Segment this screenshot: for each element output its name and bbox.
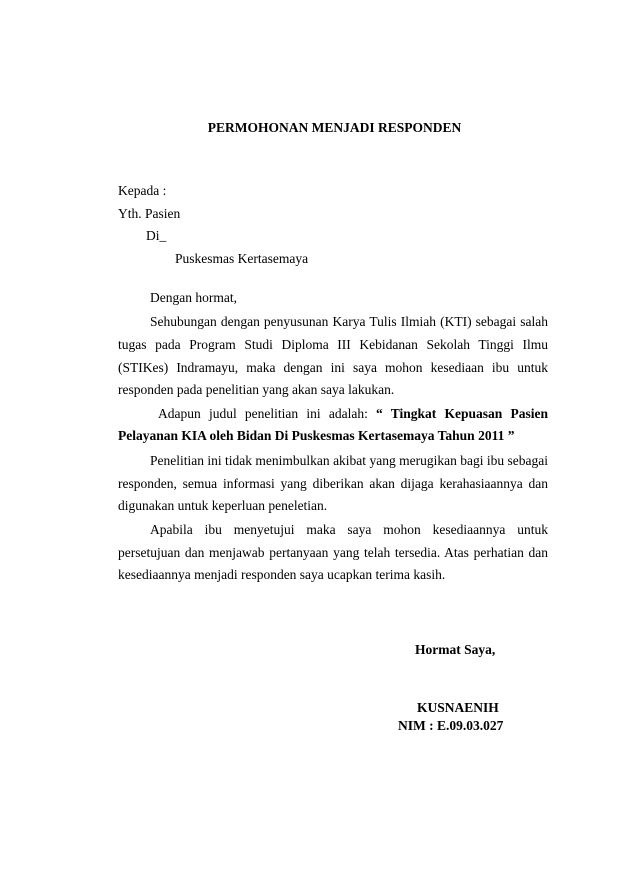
- research-title-start: “ Tingkat Kepuasan Pasien: [376, 406, 548, 421]
- signature-closing: Hormat Saya,: [415, 642, 496, 657]
- address-yth: Yth. Pasien: [118, 206, 181, 221]
- address-kepada: Kepada :: [118, 183, 167, 198]
- address-di: Di_: [146, 228, 167, 243]
- address-place: Puskesmas Kertasemaya: [175, 251, 309, 266]
- paragraph-3-line-3: digunakan untuk keperluan peneletian.: [118, 498, 328, 513]
- page-title: PERMOHONAN MENJADI RESPONDEN: [207, 120, 462, 135]
- paragraph-4-line-1: Apabila ibu menyetujui maka saya mohon kesediaannya untuk: [150, 522, 548, 537]
- paragraph-4-line-2: persetujuan dan menjawab pertanyaan yang telah tersedia. Atas perhatian dan: [118, 545, 548, 560]
- signature-name: KUSNAENIH: [417, 700, 499, 715]
- paragraph-2-line-1: [158, 405, 548, 423]
- paragraph-1-line-2: tugas pada Program Studi Diploma III Kebidanan Sekolah Tinggi Ilmu: [118, 337, 548, 352]
- research-title-end: Pelayanan KIA oleh Bidan Di Puskesmas Kertasemaya Tahun 2011 ”: [118, 428, 515, 443]
- paragraph-3-line-1: Penelitian ini tidak menimbulkan akibat yang merugikan bagi ibu sebagai: [150, 453, 548, 468]
- salutation: Dengan hormat,: [150, 290, 237, 305]
- paragraph-1-line-3: (STIKes) Indramayu, maka dengan ini saya mohon kesediaan ibu untuk: [118, 360, 548, 375]
- signature-nim: NIM : E.09.03.027: [398, 718, 504, 733]
- research-intro-text: Adapun judul penelitian ini adalah:: [158, 406, 368, 421]
- paragraph-4-line-3: kesediaannya menjadi responden saya ucapkan terima kasih.: [118, 567, 446, 582]
- paragraph-3-line-2: responden, semua informasi yang diberikan akan dijaga kerahasiaannya dan: [118, 476, 548, 491]
- paragraph-1-line-1: Sehubungan dengan penyusunan Karya Tulis Ilmiah (KTI) sebagai salah: [150, 314, 548, 329]
- paragraph-1-line-4: responden pada penelitian yang akan saya lakukan.: [118, 382, 395, 397]
